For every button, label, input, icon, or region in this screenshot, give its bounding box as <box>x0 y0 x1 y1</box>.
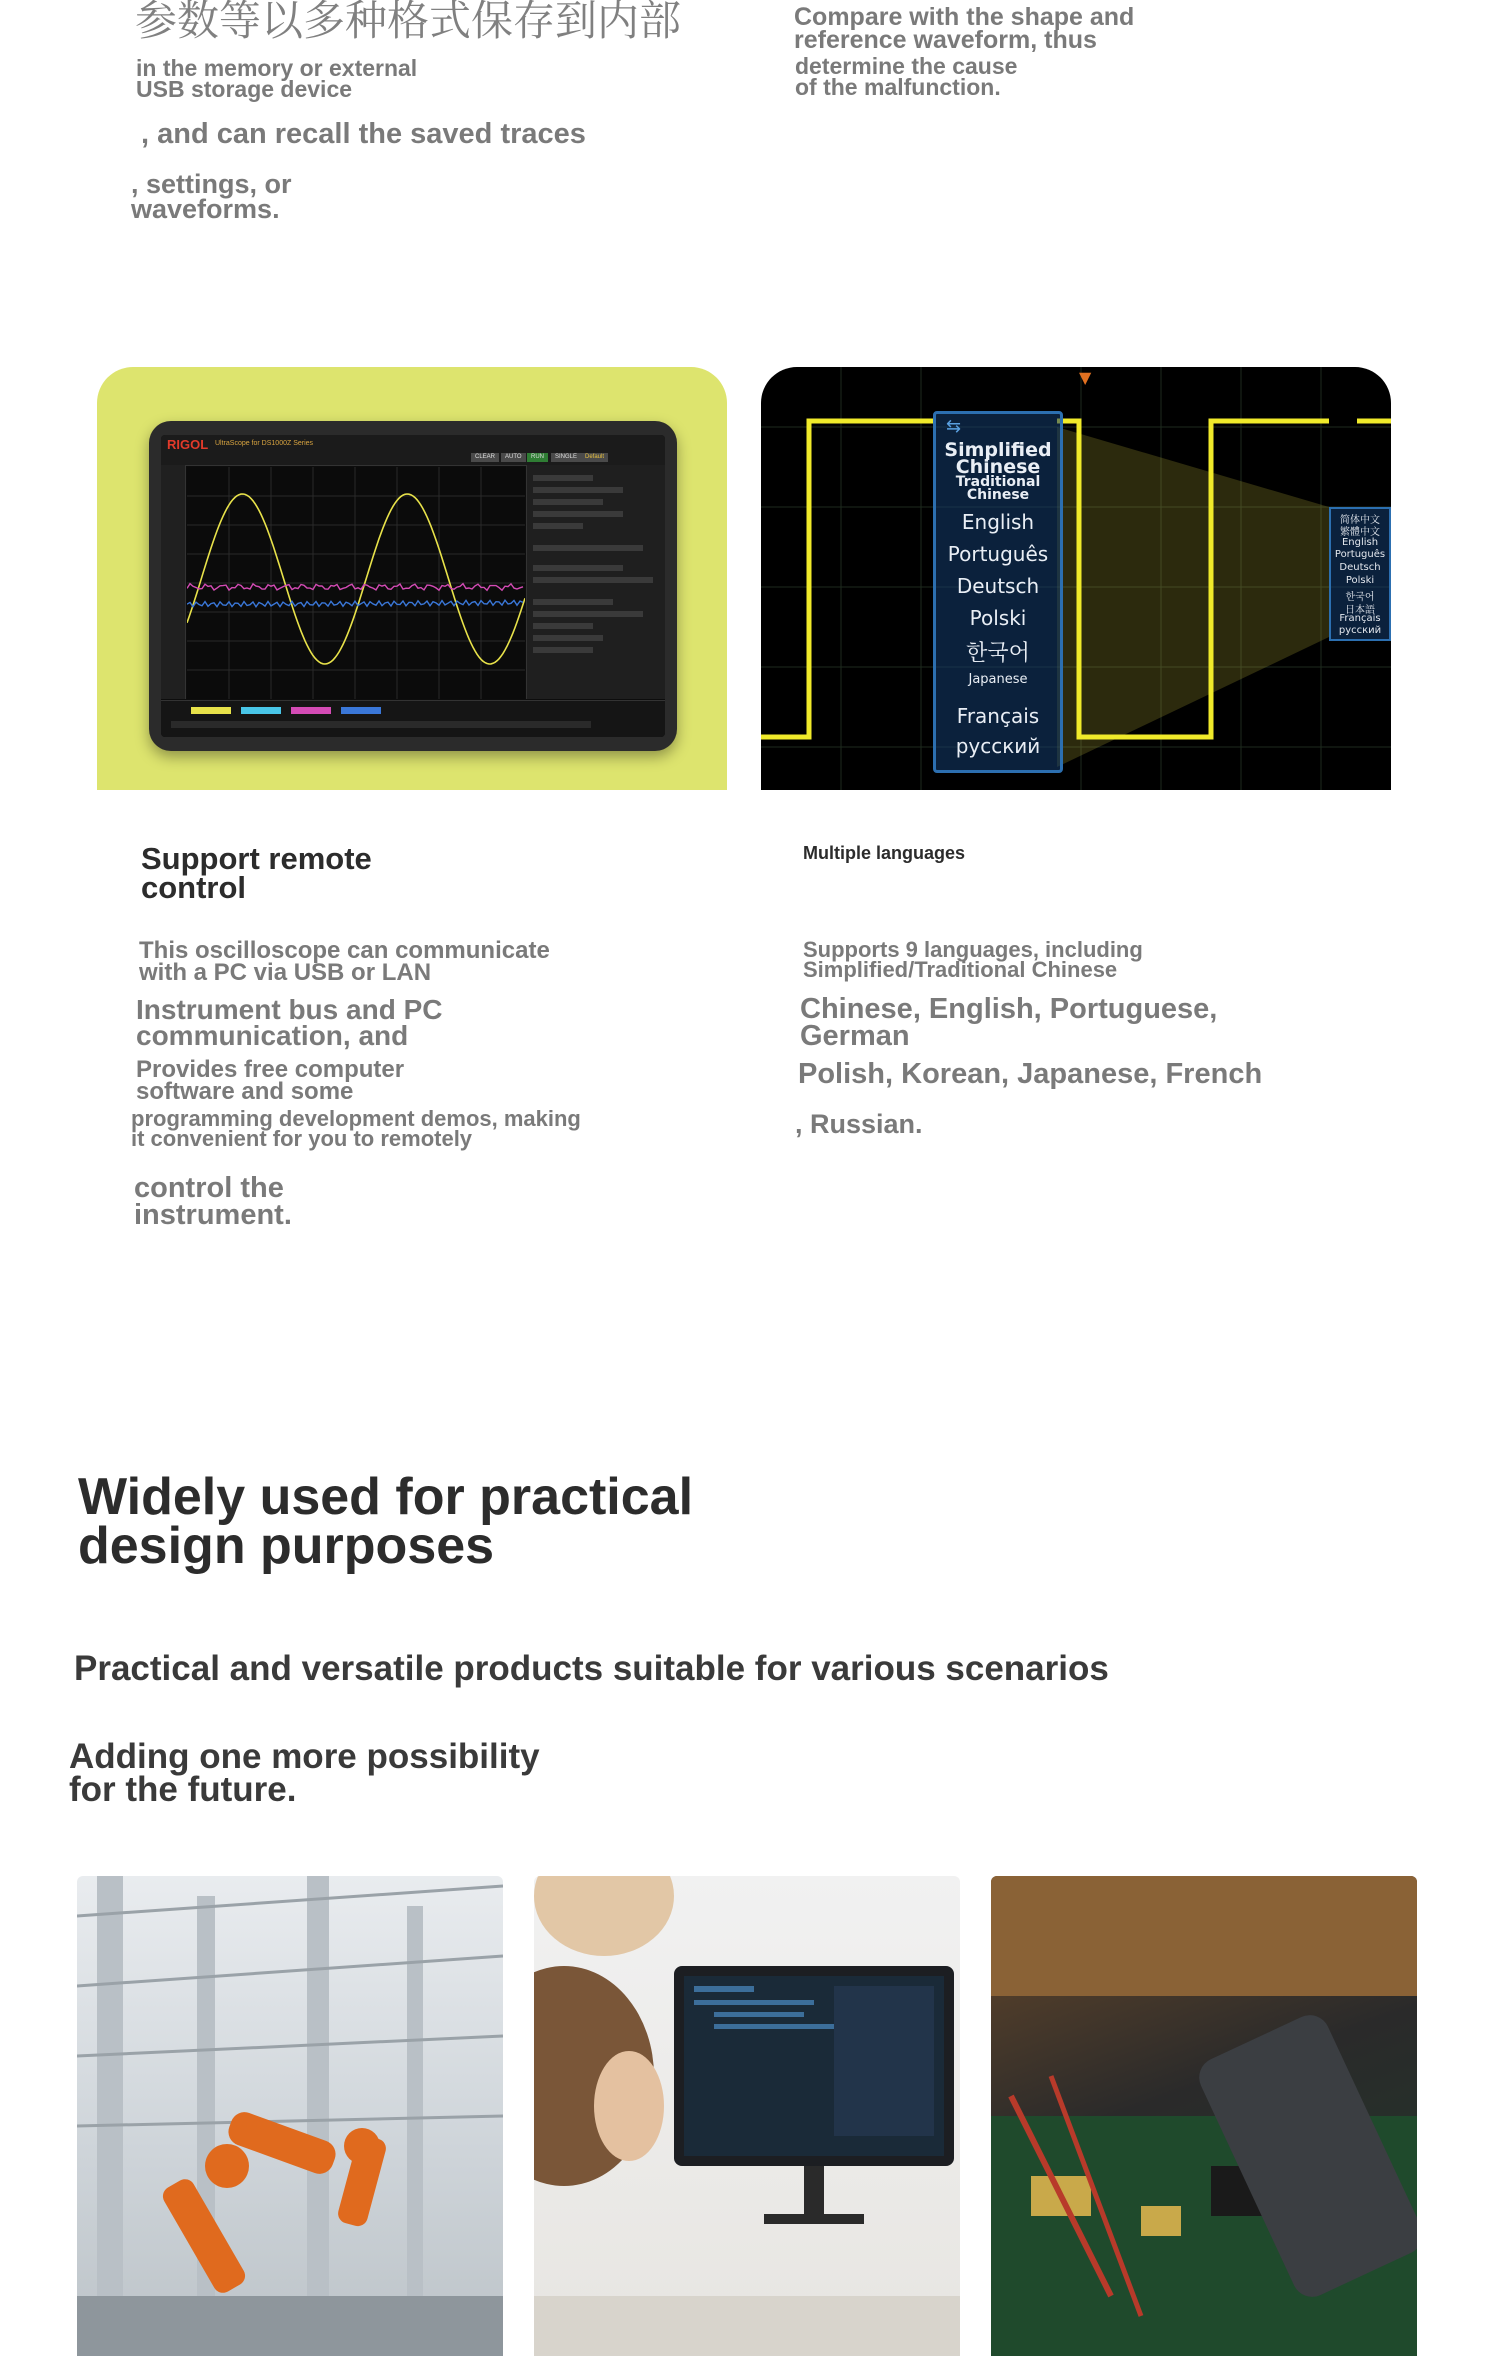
lang-deutsch[interactable]: Deutsch <box>956 574 1040 598</box>
language-menu-mini <box>1329 507 1391 641</box>
lang-simplified-chinese[interactable]: Simplified Chinese <box>944 439 1052 479</box>
single-button[interactable]: SINGLE <box>551 453 581 462</box>
ch3-chip <box>291 707 331 714</box>
mini-lang: English <box>1341 537 1379 548</box>
remote-text-4: programming development demos, making it convenient for you to remotely <box>131 1106 581 1152</box>
tablet-screen <box>161 435 665 737</box>
settings-row <box>533 647 593 653</box>
compare-text: Compare with the shape and reference waveform, thus <box>794 3 1135 54</box>
scope-toolbar <box>161 435 665 466</box>
office-computer-photo <box>534 1876 960 2356</box>
lang-korean[interactable]: 한국어 <box>966 641 1030 666</box>
practical-adding: Adding one more possibility for the future. <box>69 1737 540 1810</box>
settings-row <box>533 499 603 505</box>
default-button[interactable]: Default <box>581 453 608 462</box>
mini-lang: 한국어 <box>1345 592 1375 603</box>
settings-row <box>533 475 593 481</box>
scope-settings-panel <box>526 465 665 699</box>
settings-row <box>533 487 623 493</box>
chinese-heading: 参数等以多种格式保存到内部 <box>135 0 682 45</box>
memory-text: in the memory or external USB storage device <box>136 55 418 103</box>
settings-row <box>533 635 603 641</box>
lang-francais[interactable]: Français <box>956 704 1040 728</box>
swap-arrows-icon: ⇆ <box>946 416 962 436</box>
lang-english[interactable]: English <box>961 510 1035 534</box>
language-menu[interactable] <box>933 411 1063 773</box>
rigol-logo: RIGOL <box>167 437 209 452</box>
auto-button[interactable]: AUTO <box>501 453 526 462</box>
factory-robot-photo <box>77 1876 503 2356</box>
lang-japanese[interactable]: Japanese <box>968 672 1028 687</box>
practical-title: Widely used for practical design purposes <box>78 1468 694 1576</box>
mini-lang: 繁體中文 <box>1340 527 1380 538</box>
recall-text: , and can recall the saved traces <box>141 118 586 150</box>
languages-title: Multiple languages <box>803 843 966 863</box>
lang-portuguese[interactable]: Português <box>947 542 1049 566</box>
run-button[interactable]: RUN <box>527 453 548 462</box>
settings-row <box>533 611 643 617</box>
settings-row <box>533 511 623 517</box>
languages-text-2: Chinese, English, Portuguese, German <box>800 993 1218 1052</box>
settings-row <box>533 523 583 529</box>
pcb-scene <box>991 1876 1417 2356</box>
tablet-oscilloscope-image <box>97 367 727 790</box>
remote-text-2: Instrument bus and PC communication, and <box>136 994 443 1051</box>
mini-lang: 简体中文 <box>1340 515 1380 526</box>
pcb-soldering-photo <box>991 1876 1417 2356</box>
languages-text-1: Supports 9 languages, including Simplified/Traditional Chinese <box>803 937 1143 983</box>
mini-lang: Français <box>1339 613 1381 624</box>
lang-polski[interactable]: Polski <box>969 606 1027 630</box>
lang-scope-background <box>761 367 1391 790</box>
bottom-controls <box>171 721 591 728</box>
ch4-chip <box>341 707 381 714</box>
lang-russian[interactable]: русский <box>955 734 1041 758</box>
app-title: UltraScope for DS1000Z Series <box>215 440 314 447</box>
mini-lang: Polski <box>1345 575 1375 586</box>
ch2-chip <box>241 707 281 714</box>
lang-traditional-chinese[interactable]: Traditional Chinese <box>955 474 1041 503</box>
languages-image <box>761 367 1391 790</box>
remote-text-1: This oscilloscope can communicate with a PC via USB or LAN <box>139 937 550 987</box>
mini-lang: 日本語 <box>1345 605 1375 616</box>
languages-text-4: , Russian. <box>795 1109 923 1139</box>
settings-row <box>533 599 613 605</box>
settings-row <box>533 623 593 629</box>
mini-lang: русский <box>1338 625 1382 636</box>
determine-text: determine the cause of the malfunction. <box>795 53 1018 101</box>
scope-waveform-plot <box>187 467 525 699</box>
robot-arm-icon <box>159 2108 388 2296</box>
remote-text-3: Provides free computer software and some <box>136 1056 405 1106</box>
clear-button[interactable]: CLEAR <box>471 453 499 462</box>
settings-row <box>533 545 643 551</box>
office-scene <box>534 1876 960 2356</box>
tablet-device <box>149 421 677 751</box>
remote-control-title: Support remote control <box>141 841 372 905</box>
settings-row <box>533 565 623 571</box>
practical-subtitle: Practical and versatile products suitable for various scenarios <box>74 1649 1109 1688</box>
remote-text-5: control the instrument. <box>134 1172 292 1231</box>
scope-status-bar <box>161 700 665 737</box>
person-head-icon <box>534 1876 674 1956</box>
factory-scene <box>77 1876 503 2356</box>
settings-text: , settings, or waveforms. <box>131 169 292 224</box>
ch1-chip <box>191 707 231 714</box>
mini-lang: Português <box>1334 549 1386 560</box>
svg-text:▼: ▼ <box>1079 368 1092 387</box>
settings-row <box>533 577 653 583</box>
mini-lang: Deutsch <box>1339 562 1381 573</box>
scope-side-menu <box>161 465 186 699</box>
languages-text-3: Polish, Korean, Japanese, French <box>798 1058 1263 1090</box>
